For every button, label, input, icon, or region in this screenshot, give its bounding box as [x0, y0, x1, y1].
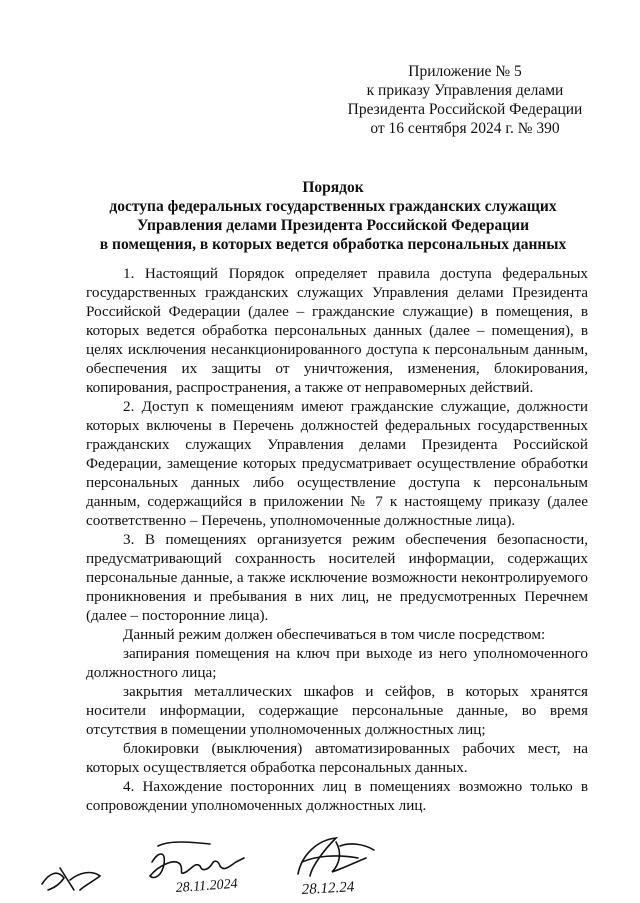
signatures-drawing [40, 832, 460, 898]
document-body [86, 264, 588, 815]
signature-2 [298, 838, 374, 876]
appendix-header [340, 62, 590, 138]
paragraph-4: 4. Нахождение посторонних лиц в помещениях возможно только в сопровождении уполномоченных должностных лиц. [86, 778, 588, 814]
signature-2-date: 28.12.24 [301, 879, 355, 898]
list-item-workstations: блокировки (выключения) автоматизированных рабочих мест, на которых осуществляется обработка персональных данных. [86, 740, 588, 776]
appendix-number: Приложение № 5 [408, 63, 522, 80]
document-title [80, 178, 586, 254]
title-line-2: доступа федеральных государственных гражданских служащих [109, 198, 557, 215]
appendix-issuer: Президента Российской Федерации [347, 101, 583, 118]
paragraph-3: 3. В помещениях организуется режим обеспечения безопасности, предусматривающий сохранность носителей информации, содержащих персональные данные, а также исключение возможности неконтролируемого проникновения и пребывания в них лиц, не предусмотренных Перечнем (далее – посторонние лица). [86, 531, 588, 624]
list-item-safes: закрытия металлических шкафов и сейфов, в которых хранятся носители информации, содержащие персональные данные, во время отсутствия в помещении уполномоченных должностных лиц; [86, 683, 588, 738]
title-line-1: Порядок [302, 179, 364, 196]
paragraph-1: 1. Настоящий Порядок определяет правила доступа федеральных государственных гражданских служащих Управления делами Президента Российской Федерации (далее – гражданские служащие) в помещения, в которых ведется обработка персональных данных (далее – помещения), в целях исключения несанкционированного доступа к персональным данным, обеспечения их защиты от уничтожения, изменения, блокирования, копирования, распространения, а также от неправомерных действий. [86, 265, 588, 396]
list-item-locking: запирания помещения на ключ при выходе из него уполномоченного должностного лица; [86, 645, 588, 681]
signature-1-date: 28.11.2024 [175, 876, 239, 896]
signature-1 [150, 842, 244, 878]
paragraph-regime-intro: Данный режим должен обеспечиваться в том числе посредством: [123, 626, 546, 643]
appendix-date: от 16 сентября 2024 г. № 390 [370, 120, 560, 137]
title-line-3: Управления делами Президента Российской Федерации [136, 217, 530, 234]
initials-signature [42, 868, 100, 890]
appendix-order-ref: к приказу Управления делами [366, 82, 564, 99]
title-line-4: в помещения, в которых ведется обработка персональных данных [99, 236, 567, 253]
paragraph-2: 2. Доступ к помещениям имеют гражданские служащие, должности которых включены в Перечень должностей федеральных государственных гражданских служащих Управления делами Президента Российской Федерации, замещение которых предусматривает осуществление обработки персональных данных либо осуществление доступа к персональным данным, содержащийся в приложении № 7 к настоящему приказу (далее соответственно – Перечень, уполномоченные должностные лица). [86, 398, 588, 529]
handwritten-signatures [40, 832, 460, 898]
